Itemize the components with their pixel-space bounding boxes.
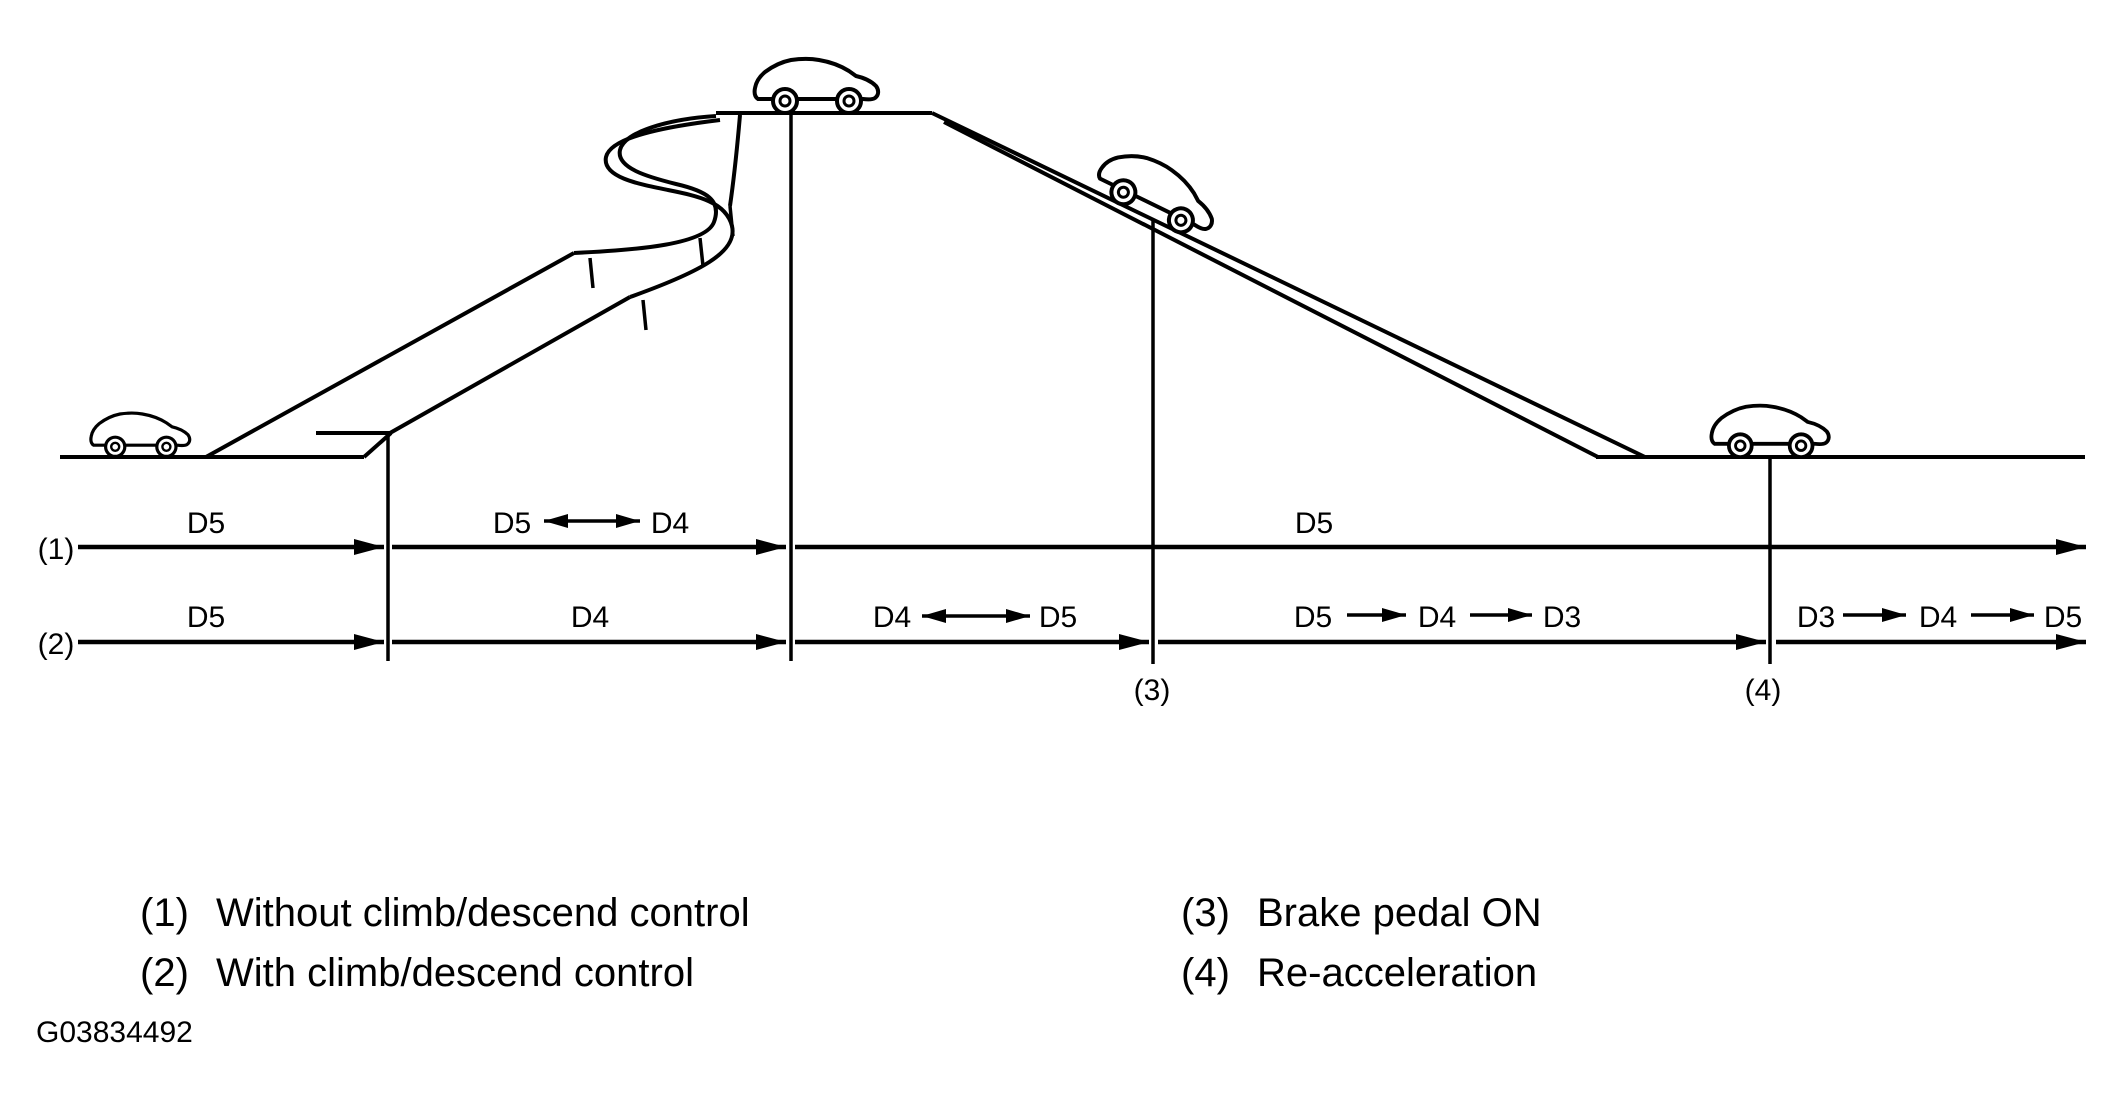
cliff-tick — [700, 238, 703, 266]
car-on-plateau-icon — [755, 59, 879, 113]
car-on-flat-left-icon — [91, 413, 190, 456]
cliff-tick — [730, 206, 733, 236]
row2-gear-label: D4 — [1417, 601, 1457, 634]
callout-3-label: (3) — [1133, 674, 1171, 707]
legend-item-1-label: Without climb/descend control — [216, 891, 750, 935]
phase-dividers — [388, 113, 1770, 664]
row2-gear-label: D3 — [1796, 601, 1836, 634]
row2-gear-label: D4 — [1918, 601, 1958, 634]
row2-gear-label: D3 — [1542, 601, 1582, 634]
climb-road-right-edge — [390, 297, 630, 433]
row1-gear-label: D5 — [186, 507, 226, 540]
row2-gear-label: D4 — [872, 601, 912, 634]
row2-gear-label: D5 — [2043, 601, 2083, 634]
timeline-row-2 — [38, 601, 2086, 661]
row2-gear-label: D5 — [1038, 601, 1078, 634]
cliff-edge — [730, 115, 740, 206]
car-descending-icon — [1091, 141, 1226, 244]
row2-gear-label: D5 — [1293, 601, 1333, 634]
cliff-tick — [643, 300, 646, 330]
row2-gear-label: D4 — [570, 601, 610, 634]
legend-item-4-label: Re-acceleration — [1257, 951, 1538, 995]
timeline-row-1 — [38, 507, 2086, 566]
legend-item-1-key: (1) — [140, 891, 189, 935]
legend-item-4-key: (4) — [1181, 951, 1230, 995]
cliff-tick — [590, 258, 593, 288]
descent-road-lower-edge — [944, 122, 1598, 457]
switchback-road-outer — [606, 120, 733, 297]
legend — [140, 891, 1542, 995]
row2-gear-label: D5 — [186, 601, 226, 634]
row2-marker: (2) — [37, 628, 75, 661]
row1-gear-label: D5 — [492, 507, 532, 540]
callout-4-label: (4) — [1744, 674, 1782, 707]
descent-road-upper-edge — [932, 113, 1645, 457]
figure-id: G03834492 — [36, 1016, 193, 1049]
row1-gear-label: D5 — [1294, 507, 1334, 540]
car-on-flat-right-icon — [1711, 406, 1828, 457]
legend-item-2-label: With climb/descend control — [216, 951, 694, 995]
legend-item-3-label: Brake pedal ON — [1257, 891, 1542, 935]
row1-gear-label: D4 — [650, 507, 690, 540]
climb-road-left-edge — [206, 253, 574, 457]
legend-item-3-key: (3) — [1181, 891, 1230, 935]
legend-item-2-key: (2) — [140, 951, 189, 995]
row1-marker: (1) — [37, 533, 75, 566]
terrain — [60, 113, 2085, 457]
